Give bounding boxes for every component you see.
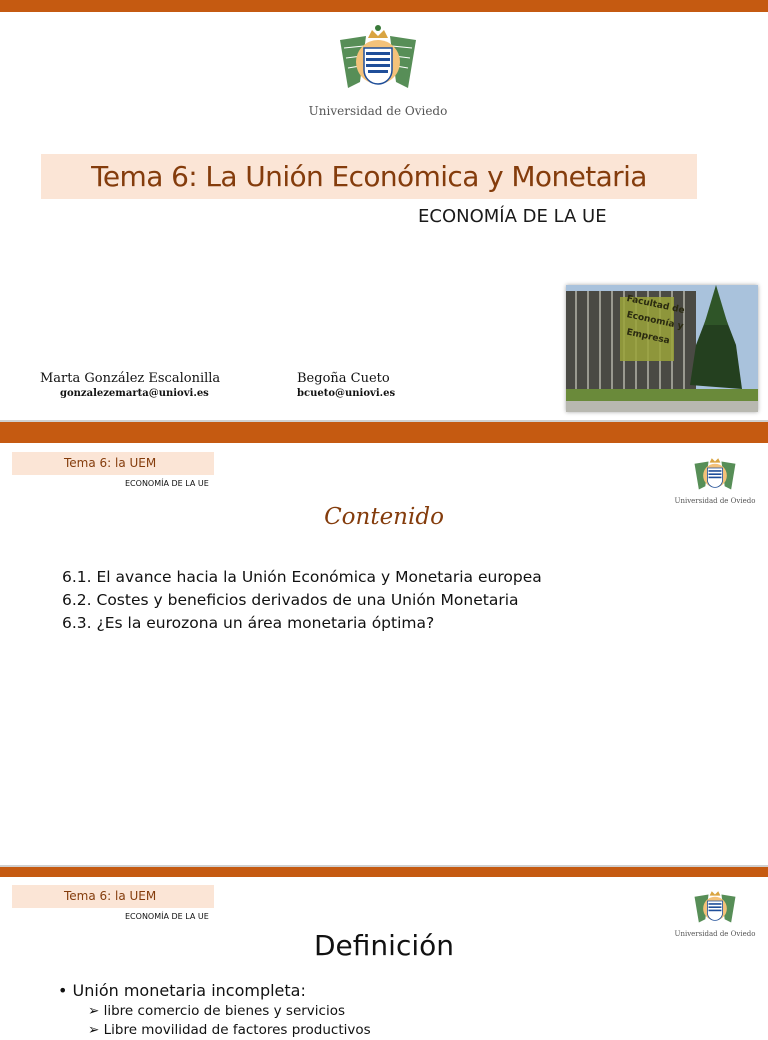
contents-item: 6.3. ¿Es la eurozona un área monetaria óptima? [62, 614, 435, 632]
photo-sign-line-2: Economía y [625, 310, 685, 332]
faculty-building-photo [566, 285, 758, 412]
arrow-bullet-icon: ➢ [88, 1003, 100, 1019]
university-name: Universidad de Oviedo [308, 104, 448, 118]
header-title-box [12, 885, 214, 908]
author2-name: Begoña Cueto [297, 371, 390, 386]
author1-name: Marta González Escalonilla [40, 371, 221, 386]
university-name: Universidad de Oviedo [674, 497, 756, 505]
photo-sign-line-3: Empresa [625, 327, 671, 347]
top-accent-bar [0, 422, 768, 443]
header-subtitle: ECONOMÍA DE LA UE [125, 912, 209, 921]
sub-bullet-item [88, 1002, 371, 1021]
contents-item: 6.2. Costes y beneficios derivados de una Unión Monetaria [62, 591, 519, 609]
top-accent-bar [0, 867, 768, 877]
slide-contents [0, 422, 768, 865]
header-title: Tema 6: la UEM [64, 889, 157, 903]
header-subtitle: ECONOMÍA DE LA UE [125, 479, 209, 488]
bullet-dot-icon: • [58, 981, 68, 1000]
bullet-item [58, 980, 371, 1002]
title-box [41, 154, 697, 199]
slide-title [0, 0, 768, 420]
sub-bullet-item [88, 1021, 371, 1040]
presentation-subtitle: ECONOMÍA DE LA UE [418, 206, 607, 227]
university-crest-logo [330, 22, 426, 100]
author1-email: gonzalezemarta@uniovi.es [60, 388, 209, 399]
university-crest-logo [689, 887, 741, 929]
slide-heading: Contenido [324, 504, 444, 530]
slide-heading: Definición [314, 929, 454, 962]
header-title: Tema 6: la UEM [64, 456, 157, 470]
slide-definition [0, 867, 768, 1038]
contents-list [62, 566, 542, 635]
top-accent-bar [0, 0, 768, 12]
header-title-box [12, 452, 214, 475]
university-crest-logo [689, 454, 741, 496]
contents-item: 6.1. El avance hacia la Unión Económica y Monetaria europea [62, 568, 542, 586]
university-name: Universidad de Oviedo [674, 930, 756, 938]
sub-bullet-text: Libre movilidad de factores productivos [103, 1022, 371, 1038]
photo-sign-line-1: Facultad de [625, 293, 686, 317]
definition-bullets [58, 980, 371, 1040]
sub-bullet-text: libre comercio de bienes y servicios [103, 1003, 346, 1019]
author2-email: bcueto@uniovi.es [297, 388, 396, 399]
arrow-bullet-icon: ➢ [88, 1022, 100, 1038]
presentation-title: Tema 6: La Unión Económica y Monetaria [91, 160, 647, 193]
bullet-text: Unión monetaria incompleta: [72, 981, 306, 1000]
